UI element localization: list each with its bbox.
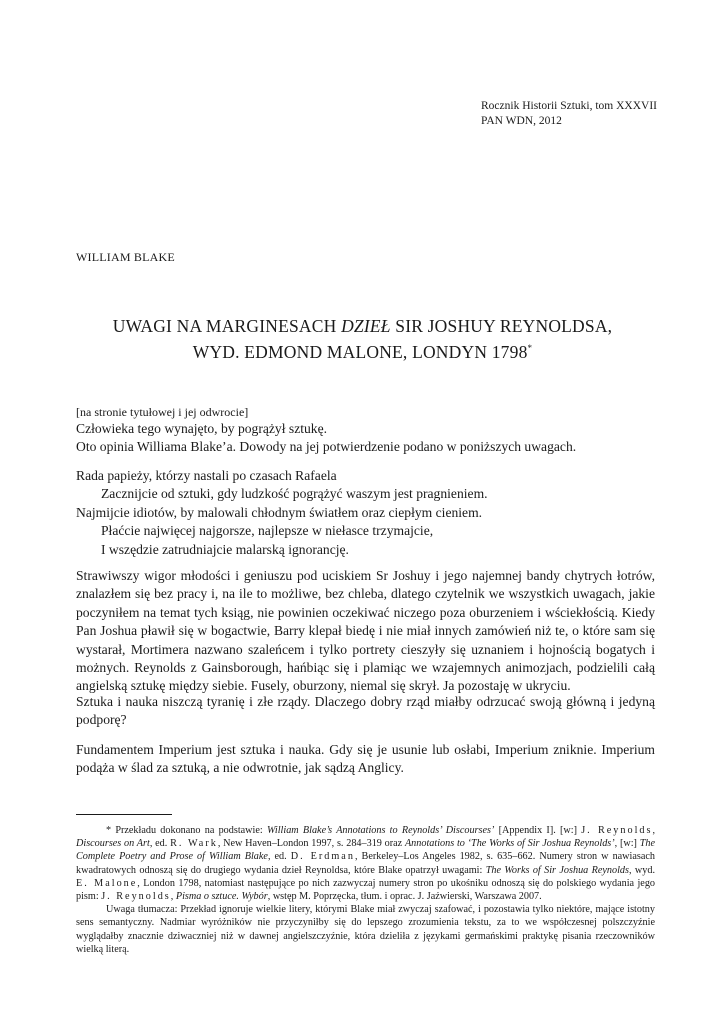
fn-italic: Pisma o sztuce. Wybór — [175, 891, 268, 903]
fn-text: , wyd. — [628, 864, 655, 876]
footnote-1 — [76, 824, 655, 903]
paragraph-text: Fundamentem Imperium jest sztuka i nauka. Gdy się je usunie lub osłabi, Imperium zniknie. Imperium podąża w ślad za sztuką, a nie odwrotnie, jak sądzą Anglicy. — [76, 742, 655, 776]
fn-spaced-name: E. Malone — [76, 877, 138, 889]
publisher-line: PAN WDN, 2012 — [481, 115, 562, 127]
verse-title: Rada papieży, którzy nastali po czasach Rafaela — [76, 468, 337, 483]
title-line-2-text: WYD. EDMOND MALONE, LONDYN 1798 — [192, 341, 528, 362]
title-footnote-mark: * — [527, 343, 533, 353]
title-line-1 — [60, 315, 665, 337]
paragraph-3 — [76, 741, 655, 778]
intro-line-1: Człowieka tego wynajęto, by pogrążył sztukę. — [76, 421, 328, 436]
fn-text: , [w:] — [614, 838, 640, 850]
paragraph-text: Strawiwszy wigor młodości i geniuszu pod uciskiem Sr Joshuy i jego najemnej bandy chytrych łotrów, znalazłem się bez pracy i, na ile to możliwe, bez chleba, dlatego czytelnik we wszystkich uwagach, jakie poczyniłem na temat tych ksiąg, nie powinien oczekiwać niczego poza oburzeniem i wściekłością. Kiedy Pan Joshua pławił się w bogactwie, Barry klepał biedę i nie miał innych zamówień niż te, o które sam się wystarał, Mortimera nazwano szaleńcem i tylko portrety cieszyły się uznaniem i hojnością bogatych i możnych. Reynolds z Gainsborough, hańbiąc się i plamiąc we wzajemnych animozjach, podzielili całą angielską sztukę między siebie. Fusely, oburzony, niemal się skrył. Ja pozostaję w ukryciu. — [76, 568, 655, 694]
fn-text: [Appendix I]. [w:] — [494, 825, 582, 836]
journal-header — [481, 99, 657, 129]
title-line-2 — [60, 337, 665, 363]
intro-line-2: Oto opinia Williama Blake’a. Dowody na jej potwierdzenie podano w poniższych uwagach. — [76, 439, 577, 455]
verse-line: Zacznijcie od sztuki, gdy ludzkość pogrążyć waszym jest pragnieniem. — [101, 486, 488, 502]
footnote-2: Uwaga tłumacza: Przekład ignoruje wielkie litery, którymi Blake miał zwyczaj szafować, i pozostawia tylko niektóre, mające istotny sens semantyczny. Nadmiar wyróżników nie przyczyniłby się do lepszego zrozumienia tekstu, za to we współczesnej polszczyźnie wyglądałby znacznie dziwaczniej niż w dawnej angielszczyźnie, która dzieliła z językami germańskimi praktykę pisania rzeczowników wielką literą. — [76, 904, 655, 955]
title-italic-word: DZIEŁ — [341, 316, 391, 336]
fn-italic: Annotations to ‘The Works of Sir Joshua Reynolds’ — [404, 838, 615, 850]
fn-text: , ed. — [267, 851, 291, 863]
fn-text: , — [170, 891, 176, 903]
fn-text: , ed. — [149, 838, 171, 850]
fn-spaced-name: R. Wark — [170, 838, 218, 850]
fn-spaced-name: J. Reynolds — [581, 825, 653, 836]
fn-italic: The Complete Poetry and Prose of William Blake — [76, 838, 655, 863]
footnote-divider — [76, 814, 172, 815]
fn-text: , — [652, 825, 656, 836]
verse-block — [76, 467, 655, 559]
fn-italic: Discourses on Art — [76, 838, 150, 850]
editor-note: [na stronie tytułowej i jej odwrocie] — [76, 405, 249, 419]
title-part-b: SIR JOSHUY REYNOLDSA, — [390, 316, 613, 336]
journal-title: Rocznik Historii Sztuki, tom XXXVII — [481, 100, 657, 112]
fn-text: * Przekładu dokonano na podstawie: — [106, 825, 267, 836]
fn-italic: The Works of Sir Joshua Reynolds — [485, 864, 629, 876]
intro-block — [76, 405, 655, 457]
verse-line: I wszędzie zatrudniajcie malarską ignorancję. — [101, 541, 349, 557]
fn-spaced-name: J. Reynolds — [101, 891, 171, 903]
footnotes — [76, 824, 655, 956]
article-title — [60, 315, 665, 363]
fn-text: , wstęp M. Poprzęcka, tłum. i oprac. J. Jaźwierski, Warszawa 2007. — [267, 891, 542, 903]
paragraph-2 — [76, 693, 655, 730]
fn-italic: William Blake’s Annotations to Reynolds’ Discourses’ — [266, 825, 495, 836]
verse-line: Najmijcie idiotów, by malowali chłodnym światłem oraz ciepłym cieniem. — [76, 504, 483, 520]
fn-text: , New Haven–London 1997, s. 284–319 oraz — [217, 838, 405, 850]
verse-line: Płaćcie najwięcej najgorsze, najlepsze w niełasce trzymajcie, — [101, 523, 434, 539]
fn-text: , London 1798, natomiast następujące po nich zazwyczaj numery stron po ukośniku odnoszą się do polskiego wydania jego pism: — [76, 877, 656, 903]
paragraph-1 — [76, 567, 655, 696]
fn-text: , Berkeley–Los Angeles 1982, s. 635–662. Numery stron w nawiasach kwadratowych odnoszą się do drugiego wydania dzieł Reynoldsa, które Blake opatrzył uwagami: — [76, 851, 655, 876]
paragraph-text: Sztuka i nauka niszczą tyranię i złe rządy. Dlaczego dobry rząd miałby odrzucać swoją główną i jedyną podporę? — [76, 694, 655, 728]
title-part-a: UWAGI NA MARGINESACH — [112, 316, 342, 336]
author-name: WILLIAM BLAKE — [76, 250, 175, 264]
fn-spaced-name: D. Erdman — [290, 851, 355, 863]
